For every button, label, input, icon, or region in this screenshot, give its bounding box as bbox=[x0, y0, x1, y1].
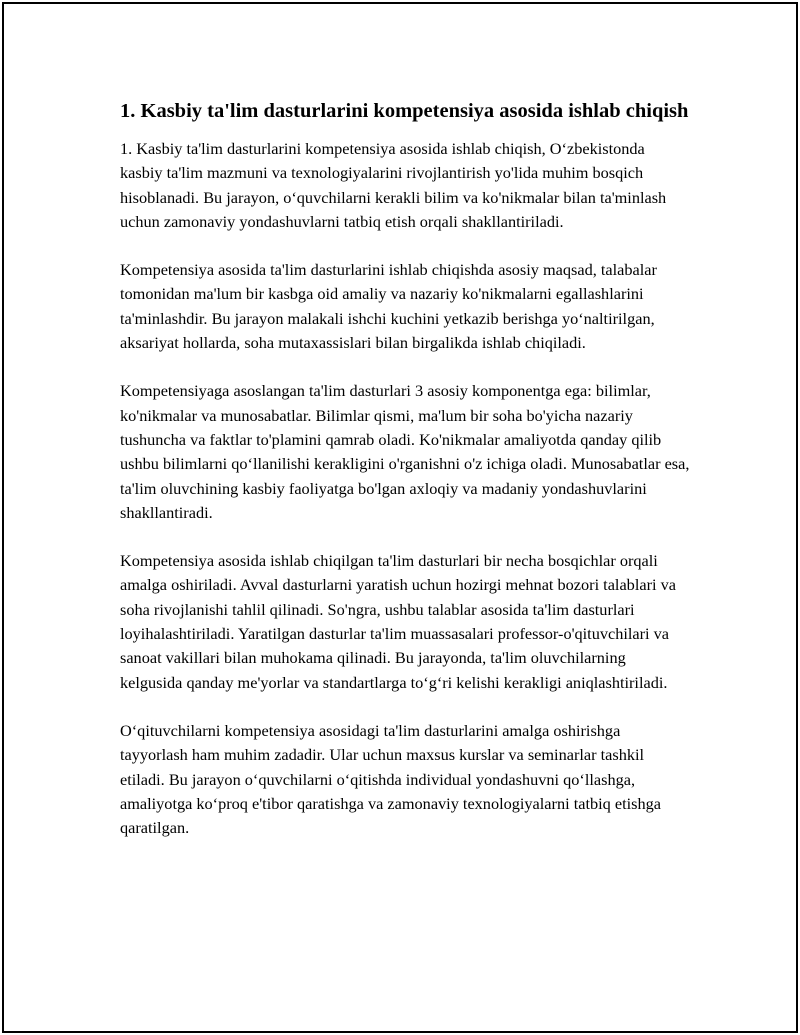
paragraph-1: 1. Kasbiy ta'lim dasturlarini kompetensiya asosida ishlab chiqish, O‘zbekistonda kasbiy ta'lim mazmuni va texnologiyalarini rivojlantirish yo'lida muhim bosqich hisoblanadi. Bu jarayon, o‘quvchilarni kerakli bilim va ko'nikmalar bilan ta'minlash uchun zamonaviy yondashuvlarni tatbiq etish orqali shakllantiriladi. bbox=[120, 139, 667, 231]
document-content bbox=[120, 97, 690, 864]
paragraph-5: O‘qituvchilarni kompetensiya asosidagi ta'lim dasturlarini amalga oshirishga tayyorlash ham muhim zadadir. Ular uchun maxsus kurslar va seminarlar tashkil etiladi. Bu jarayon o‘quvchilarni o‘qitishda individual yondashuvni qo‘llashga, amaliyotga ko‘proq e'tibor qaratishga va zamonaviy texnologiyalarni tatbiq etishga qaratilgan. bbox=[120, 720, 661, 838]
paragraph-3: Kompetensiyaga asoslangan ta'lim dasturlari 3 asosiy komponentga ega: bilimlar, ko'nikmalar va munosabatlar. Bilimlar qismi, ma'lum bir soha bo'yicha nazariy tushuncha va faktlar to'plamini qamrab oladi. Ko'nikmalar amaliyotda qanday qilib ushbu bilimlarni qo‘llanilishi kerakligini o'rganishni o'z ichiga oladi. Munosabatlar esa, ta'lim oluvchining kasbiy faoliyatga bo'lgan axloqiy va madaniy yondashuvlarini shakllantiradi. bbox=[120, 381, 690, 522]
paragraph-4: Kompetensiya asosida ishlab chiqilgan ta'lim dasturlari bir necha bosqichlar orqali amalga oshiriladi. Avval dasturlarni yaratish uchun hozirgi mehnat bozori talablari va soha rivojlanishi tahlil qilinadi. So'ngra, ushbu talablar asosida ta'lim dasturlari loyihalashtiriladi. Yaratilgan dasturlar ta'lim muassasalari professor-o'qituvchilari va sanoat vakillari bilan muhokama qilinadi. Bu jarayonda, ta'lim oluvchilarning kelgusida qanday me'yorlar va standartlarga to‘g‘ri kelishi kerakligi aniqlashtiriladi. bbox=[120, 551, 676, 692]
paragraph-2: Kompetensiya asosida ta'lim dasturlarini ishlab chiqishda asosiy maqsad, talabalar tomonidan ma'lum bir kasbga oid amaliy va nazariy ko'nikmalarni egallashlarini ta'minlashdir. Bu jarayon malakali ishchi kuchini yetkazib berishga yo‘naltirilgan, aksariyat hollarda, soha mutaxassislari bilan birgalikda ishlab chiqiladi. bbox=[120, 260, 657, 353]
page-frame bbox=[2, 2, 798, 1033]
section-heading: 1. Kasbiy ta'lim dasturlarini kompetensiya asosida ishlab chiqish bbox=[120, 100, 689, 122]
